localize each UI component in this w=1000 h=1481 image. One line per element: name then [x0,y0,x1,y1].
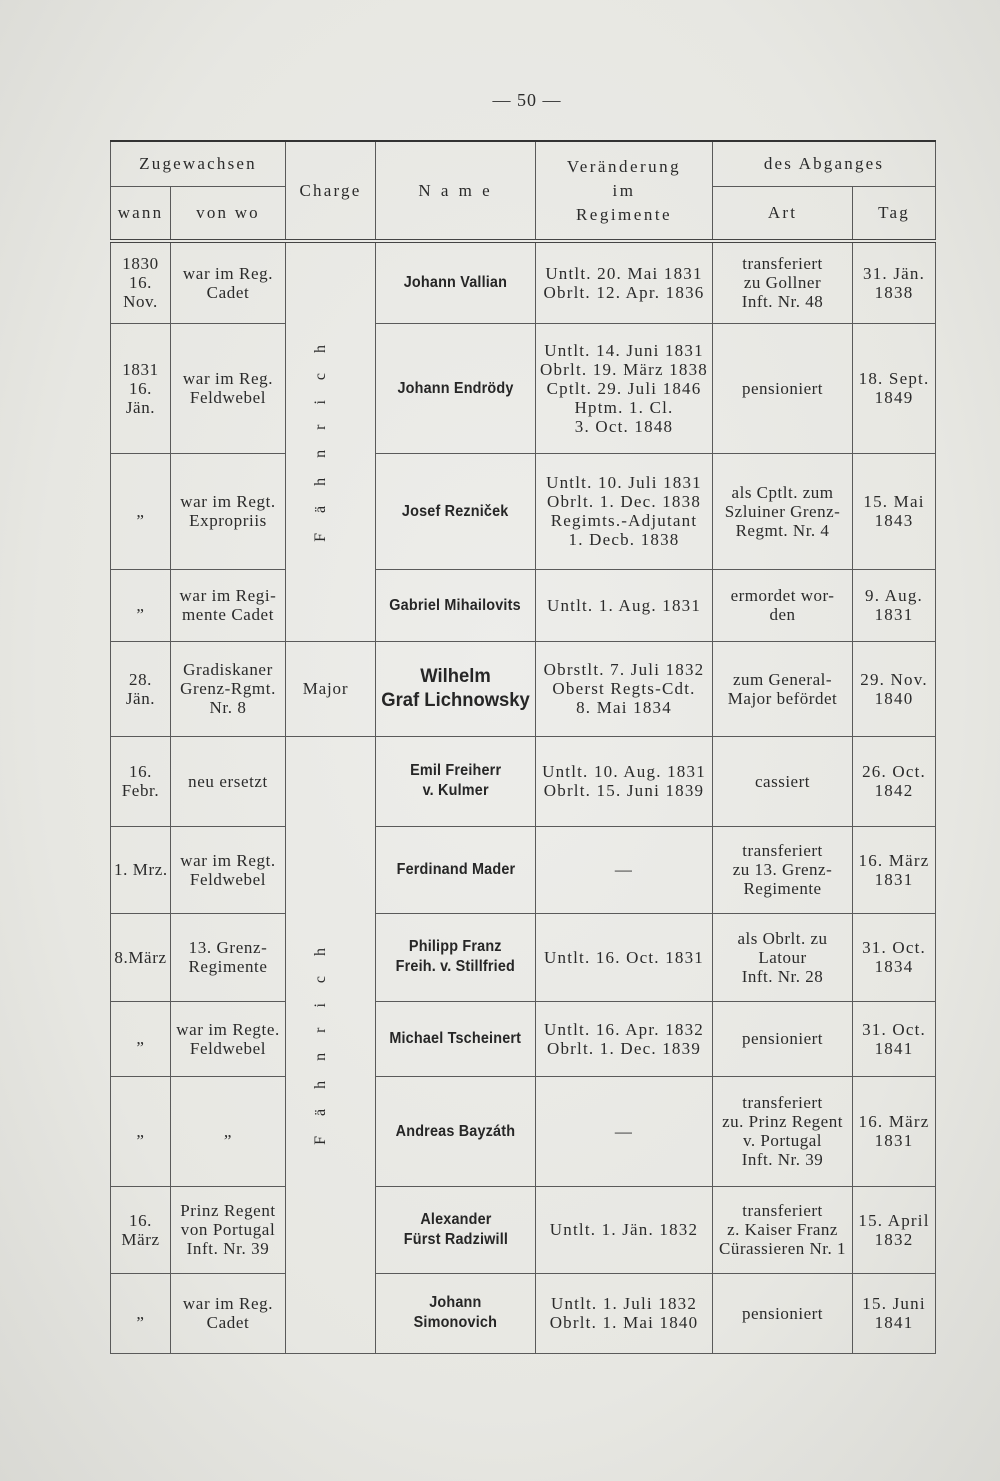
cell-name [376,1273,536,1353]
header-wann: wann [111,186,171,241]
cell-art: transferiert zu. Prinz Regent v. Portugal Inft. Nr. 39 [713,1076,853,1186]
officer-name: Gabriel Mihailovits [389,596,522,614]
header-von-wo: von wo [171,186,286,241]
cell-tag: 26. Oct. 1842 [853,736,936,826]
table-row [111,1273,936,1353]
cell-art: zum General- Major befördet [713,641,853,736]
cell-wann: 16. Febr. [111,736,171,826]
cell-tag: 15. Mai 1843 [853,453,936,569]
charge-label: Major [302,679,349,698]
table-row [111,1186,936,1273]
cell-name [376,641,536,736]
cell-von-wo: neu ersetzt [171,736,286,826]
cell-tag: 9. Aug. 1831 [853,569,936,641]
table-row [111,641,936,736]
cell-art: pensioniert [713,323,853,453]
cell-art: ermordet wor- den [713,569,853,641]
cell-veraenderung: Untlt. 10. Aug. 1831 Obrlt. 15. Juni 1839 [536,736,713,826]
header-tag: Tag [853,186,936,241]
cell-von-wo: war im Reg. Cadet [171,1273,286,1353]
cell-art: transferiert zu Gollner Inft. Nr. 48 [713,241,853,323]
header-art: Art [713,186,853,241]
cell-tag: 15. Juni 1841 [853,1273,936,1353]
cell-name [376,1076,536,1186]
cell-tag: 31. Oct. 1841 [853,1001,936,1076]
officer-name: Andreas Bayzáth [395,1122,516,1140]
cell-veraenderung: Untlt. 1. Jän. 1832 [536,1186,713,1273]
table-row [111,1001,936,1076]
cell-tag: 31. Oct. 1834 [853,913,936,1001]
cell-name [376,241,536,323]
cell-von-wo: war im Regte. Feldwebel [171,1001,286,1076]
cell-name [376,826,536,913]
cell-veraenderung: — [536,826,713,913]
officer-name: Alexander Fürst Radziwill [403,1210,508,1248]
cell-tag: 16. März 1831 [853,1076,936,1186]
table-row [111,913,936,1001]
cell-art: als Obrlt. zu Latour Inft. Nr. 28 [713,913,853,1001]
table-row [111,1076,936,1186]
cell-name [376,1001,536,1076]
cell-name [376,913,536,1001]
charge-label: F ä h n r i c h [311,337,329,543]
cell-name [376,453,536,569]
cell-von-wo: Prinz Regent von Portugal Inft. Nr. 39 [171,1186,286,1273]
officer-name: Michael Tscheinert [389,1030,522,1047]
officer-name: Ferdinand Mader [396,861,515,878]
cell-von-wo: war im Reg. Cadet [171,241,286,323]
charge-label: F ä h n r i c h [311,940,329,1145]
cell-veraenderung: Untlt. 16. Apr. 1832 Obrlt. 1. Dec. 1839 [536,1001,713,1076]
officer-name: Johann Vallian [403,274,508,292]
header-veraenderung: Veränderung im Regimente [536,141,713,241]
cell-wann: 1830 16. Nov. [111,241,171,323]
officer-name: Johann Endrödy [397,379,514,397]
officer-name: Wilhelm Graf Lichnowsky [381,665,530,711]
table-row [111,323,936,453]
cell-wann: „ [111,453,171,569]
cell-von-wo: war im Regt. Expropriis [171,453,286,569]
cell-art: als Cptlt. zum Szluiner Grenz- Regmt. Nr. 4 [713,453,853,569]
cell-von-wo: war im Regt. Feldwebel [171,826,286,913]
cell-veraenderung: Untlt. 1. Juli 1832 Obrlt. 1. Mai 1840 [536,1273,713,1353]
page-number: — 50 — [492,90,562,110]
cell-wann: „ [111,1076,171,1186]
header-abganges: des Abganges [713,141,936,186]
cell-tag: 31. Jän. 1838 [853,241,936,323]
cell-wann: 1831 16. Jän. [111,323,171,453]
cell-name [376,1186,536,1273]
cell-name [376,323,536,453]
officer-name: Philipp Franz Freih. v. Stillfried [395,938,516,975]
cell-art: cassiert [713,736,853,826]
cell-wann: 1. Mrz. [111,826,171,913]
cell-art: transferiert zu 13. Grenz- Regimente [713,826,853,913]
table-row [111,569,936,641]
cell-art: transferiert z. Kaiser Franz Cürassieren Nr. 1 [713,1186,853,1273]
cell-art: pensioniert [713,1273,853,1353]
cell-wann: „ [111,1001,171,1076]
cell-charge [286,641,376,736]
cell-veraenderung: Untlt. 16. Oct. 1831 [536,913,713,1001]
cell-wann: 16. März [111,1186,171,1273]
cell-von-wo: „ [171,1076,286,1186]
cell-von-wo: Gradiskaner Grenz-Rgmt. Nr. 8 [171,641,286,736]
cell-veraenderung: — [536,1076,713,1186]
table-row [111,826,936,913]
table-row [111,736,936,826]
table-row [111,453,936,569]
header-name: N a m e [376,141,536,241]
cell-veraenderung: Untlt. 1. Aug. 1831 [536,569,713,641]
cell-wann: 8.März [111,913,171,1001]
cell-von-wo: war im Regi- mente Cadet [171,569,286,641]
cell-veraenderung: Untlt. 20. Mai 1831 Obrlt. 12. Apr. 1836 [536,241,713,323]
officer-name: Johann Simonovich [413,1294,498,1331]
cell-name [376,569,536,641]
header-charge: Charge [286,141,376,241]
cell-tag: 18. Sept. 1849 [853,323,936,453]
officer-name: Josef Rezniček [402,502,509,520]
cell-tag: 16. März 1831 [853,826,936,913]
cell-name [376,736,536,826]
cell-charge [286,736,376,1353]
cell-von-wo: 13. Grenz- Regimente [171,913,286,1001]
officer-name: Emil Freiherr v. Kulmer [409,762,502,799]
cell-veraenderung: Obrstlt. 7. Juli 1832 Oberst Regts-Cdt. 8. Mai 1834 [536,641,713,736]
cell-von-wo: war im Reg. Feldwebel [171,323,286,453]
cell-veraenderung: Untlt. 14. Juni 1831 Obrlt. 19. März 1838 Cptlt. 29. Juli 1846 Hptm. 1. Cl. 3. Oct. 1848 [536,323,713,453]
header-row [111,141,936,186]
header-zugewachsen: Zugewachsen [111,141,286,186]
register-table [110,140,936,1354]
cell-tag: 15. April 1832 [853,1186,936,1273]
table-row [111,241,936,323]
cell-wann: „ [111,569,171,641]
cell-charge [286,241,376,641]
cell-veraenderung: Untlt. 10. Juli 1831 Obrlt. 1. Dec. 1838 Regimts.-Adjutant 1. Decb. 1838 [536,453,713,569]
cell-wann: „ [111,1273,171,1353]
cell-art: pensioniert [713,1001,853,1076]
cell-wann: 28. Jän. [111,641,171,736]
cell-tag: 29. Nov. 1840 [853,641,936,736]
